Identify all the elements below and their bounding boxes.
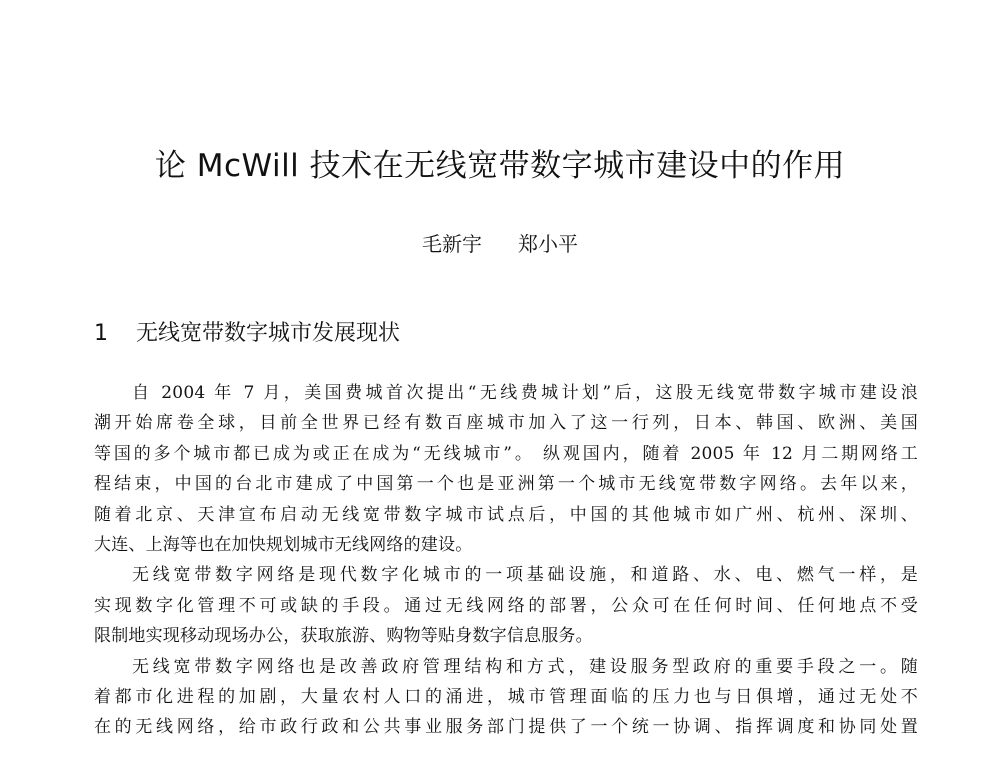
author-name: 郑小平 (518, 232, 578, 256)
body-text (94, 378, 918, 743)
paragraph-line: 潮开始席卷全球，目前全世界已经有数百座城市加入了这一行列，日本、韩国、欧洲、美国 (94, 413, 918, 434)
section-title: 无线宽带数字城市发展现状 (136, 321, 401, 346)
paragraph-line: 限制地实现移动现场办公，获取旅游、购物等贴身数字信息服务。 (94, 626, 593, 647)
paper-title: 论 McWill 技术在无线宽带数字城市建设中的作用 (154, 148, 846, 184)
author-line (0, 228, 1000, 257)
paragraph-line: 在的无线网络，给市政行政和公共事业服务部门提供了一个统一协调、指挥调度和协同处置 (94, 717, 918, 738)
section-heading (94, 316, 400, 347)
paragraph-line: 无线宽带数字网络是现代数字化城市的一项基础设施，和道路、水、电、燃气一样，是 (132, 565, 918, 586)
author-name: 毛新宇 (422, 232, 482, 256)
paragraph-line: 等国的多个城市都已成为或正在成为“无线城市”。 纵观国内，随着 2005 年 12 月二期网络工 (94, 443, 918, 464)
paragraph-line: 自 2004 年 7 月，美国费城首次提出“无线费城计划”后，这股无线宽带数字城市建设浪 (132, 383, 918, 403)
paragraph-line: 大连、上海等也在加快规划城市无线网络的建设。 (94, 534, 473, 555)
paragraph-line: 无线宽带数字网络也是改善政府管理结构和方式，建设服务型政府的重要手段之一。随 (132, 656, 918, 677)
paragraph-line: 随着北京、天津宣布启动无线宽带数字城市试点后，中国的其他城市如广州、杭州、深圳、 (94, 504, 918, 525)
paragraph-line: 程结束，中国的台北市建成了中国第一个也是亚洲第一个城市无线宽带数字网络。去年以来， (94, 474, 918, 495)
paragraph-line: 实现数字化管理不可或缺的手段。通过无线网络的部署，公众可在任何时间、任何地点不受 (94, 595, 918, 616)
section-number: 1 (94, 321, 108, 346)
paragraph-line: 着都市化进程的加剧，大量农村人口的涌进，城市管理面临的压力也与日俱增，通过无处不 (94, 686, 918, 707)
